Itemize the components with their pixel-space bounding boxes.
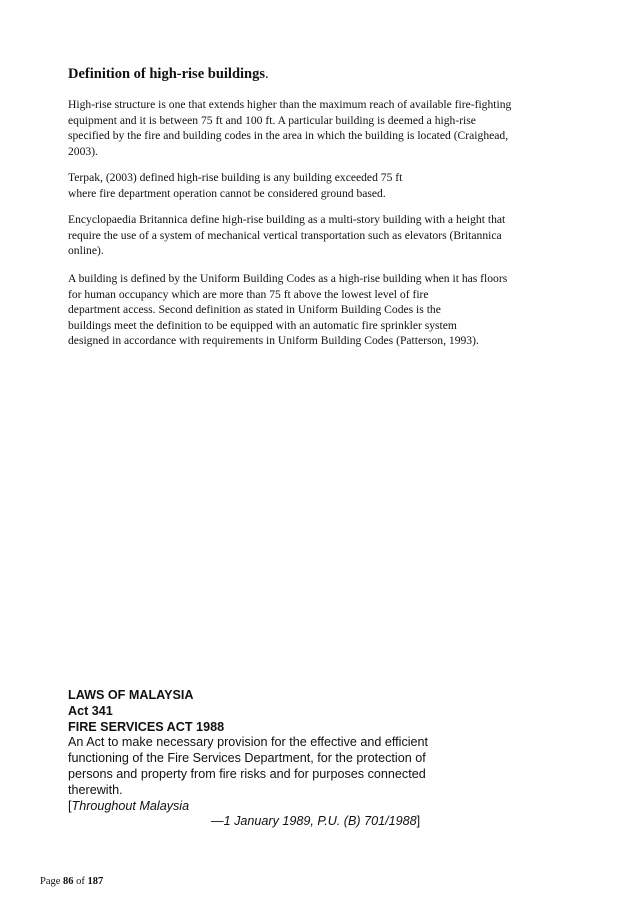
law-description-line: therewith. xyxy=(68,782,123,797)
paragraph-line: Terpak, (2003) defined high-rise building is any building exceeded 75 ft xyxy=(68,171,403,184)
section-heading-period: . xyxy=(265,66,269,82)
paragraph-line: Encyclopaedia Britannica define high-rise building as a multi-story building with a height that xyxy=(68,213,506,226)
section-heading-title: Definition of high-rise buildings xyxy=(68,66,265,82)
law-act-number: Act 341 xyxy=(68,703,113,718)
law-bracket-close: ] xyxy=(416,814,421,829)
law-description-line: functioning of the Fire Services Department, for the protection of xyxy=(68,751,426,766)
paragraph-line: equipment and it is between 75 ft and 100 ft. A particular building is deemed a high-rise xyxy=(68,113,476,127)
law-title: LAWS OF MALAYSIA xyxy=(68,688,194,702)
paragraph-line: 2003). xyxy=(68,144,98,158)
paragraph-line: designed in accordance with requirements in Uniform Building Codes (Patterson, 1993). xyxy=(68,334,479,348)
of-label: of xyxy=(76,876,85,887)
law-bracket-open: [ xyxy=(68,798,72,813)
law-description-line: persons and property from fire risks and for purposes connected xyxy=(68,766,426,781)
paragraph-line: A building is defined by the Uniform Building Codes as a high-rise building when it has floors xyxy=(68,272,508,285)
paragraph-uniform-building-codes xyxy=(68,271,568,349)
page-footer xyxy=(40,876,103,887)
section-heading xyxy=(68,66,269,83)
paragraph-line: require the use of a system of mechanical vertical transportation such as elevators (Britannica xyxy=(68,228,502,242)
page-label: Page xyxy=(40,876,61,887)
paragraph-terpak xyxy=(68,170,568,201)
paragraph-craighead xyxy=(68,97,568,159)
paragraph-line: department access. Second definition as stated in Uniform Building Codes is the xyxy=(68,303,441,317)
paragraph-line: online). xyxy=(68,244,104,258)
law-commencement-date: —1 January 1989, P.U. (B) 701/1988 xyxy=(211,814,417,829)
paragraph-line: where fire department operation cannot be considered ground based. xyxy=(68,186,386,200)
law-act-name: FIRE SERVICES ACT 1988 xyxy=(68,719,225,734)
paragraph-line: buildings meet the definition to be equipped with an automatic fire sprinkler system xyxy=(68,318,457,332)
total-page-count: 187 xyxy=(87,876,104,887)
paragraph-line: specified by the fire and building codes in the area in which the building is located (Craighead, xyxy=(68,129,509,143)
law-description-line: An Act to make necessary provision for the effective and efficient xyxy=(68,735,429,750)
law-region: Throughout Malaysia xyxy=(71,798,190,813)
paragraph-line: High-rise structure is one that extends higher than the maximum reach of available fire-fighting xyxy=(68,98,512,111)
law-excerpt xyxy=(68,688,428,830)
current-page-number: 86 xyxy=(63,876,74,887)
law-date-line xyxy=(211,814,428,830)
law-region-line xyxy=(68,799,428,815)
paragraph-line: for human occupancy which are more than 75 ft above the lowest level of fire xyxy=(68,287,429,301)
paragraph-britannica xyxy=(68,212,568,259)
